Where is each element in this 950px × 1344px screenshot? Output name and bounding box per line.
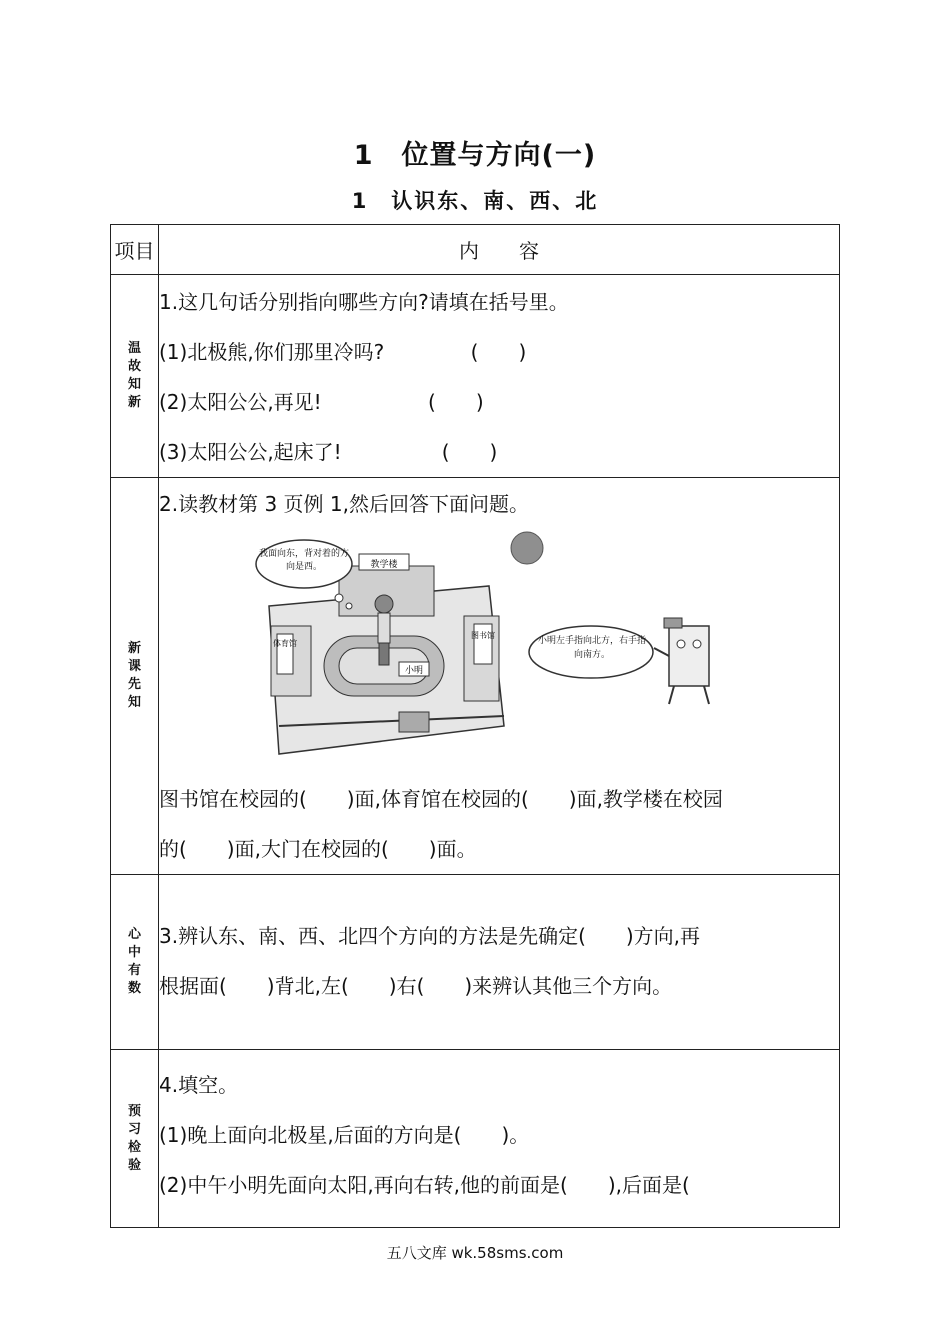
page-subtitle: 1 认识东、南、西、北 bbox=[351, 189, 599, 213]
footer-watermark: 五八文库 wk.58sms.com bbox=[386, 1244, 564, 1262]
sun-icon bbox=[511, 532, 543, 564]
question-3-line-1: 3.辨认东、南、西、北四个方向的方法是先确定( )方向,再 bbox=[159, 924, 701, 948]
section-label-cell bbox=[111, 1050, 159, 1228]
section-mind-content bbox=[159, 875, 840, 1050]
question-1-item-2: (2)太阳公公,再见! ( ) bbox=[159, 390, 484, 414]
section-check-content bbox=[159, 1050, 840, 1228]
question-2-line-1: 图书馆在校园的( )面,体育馆在校园的( )面,教学楼在校园 bbox=[159, 787, 723, 811]
question-3-line-2: 根据面( )背北,左( )右( )来辨认其他三个方向。 bbox=[159, 974, 673, 998]
question-2-prompt: 2.读教材第 3 页例 1,然后回答下面问题。 bbox=[159, 492, 529, 516]
page-title: 1 位置与方向(一) bbox=[353, 140, 597, 171]
section-label-cell bbox=[111, 875, 159, 1050]
header-content: 内 容 bbox=[459, 239, 539, 263]
question-1-item-1: (1)北极熊,你们那里冷吗? ( ) bbox=[159, 340, 527, 364]
question-4-item-2: (2)中午小明先面向太阳,再向右转,他的前面是( ),后面是( bbox=[159, 1173, 690, 1197]
building-top-label: 教学楼 bbox=[370, 560, 398, 570]
section-label-review: 温故知新 bbox=[127, 341, 141, 410]
section-label-preview: 新课先知 bbox=[127, 641, 141, 710]
campus-illustration bbox=[159, 526, 819, 766]
question-1-prompt: 1.这几句话分别指向哪些方向?请填在括号里。 bbox=[159, 290, 569, 314]
question-2-line-2: 的( )面,大门在校园的( )面。 bbox=[159, 837, 477, 861]
question-4-item-1: (1)晚上面向北极星,后面的方向是( )。 bbox=[159, 1123, 530, 1147]
building-right-label: 图书馆 bbox=[471, 631, 495, 640]
building-left-label: 体育馆 bbox=[273, 639, 297, 648]
question-4-prompt: 4.填空。 bbox=[159, 1073, 239, 1097]
section-label-mind: 心中有数 bbox=[127, 927, 141, 996]
section-preview-content bbox=[159, 478, 840, 875]
book-mascot-icon bbox=[654, 618, 709, 704]
person-label: 小明 bbox=[404, 666, 424, 676]
bubble-left-text: 我面向东，背对着的方向是西。 bbox=[259, 549, 349, 572]
section-review-content bbox=[159, 275, 840, 478]
campus-map-image bbox=[159, 526, 819, 766]
question-1-item-3: (3)太阳公公,起床了! ( ) bbox=[159, 440, 498, 464]
bubble-right-text: 小明左手指向北方，右手指向南方。 bbox=[537, 636, 646, 660]
header-content-cell bbox=[159, 225, 840, 275]
header-item-cell bbox=[111, 225, 159, 275]
section-label-cell bbox=[111, 275, 159, 478]
header-item: 项目 bbox=[114, 239, 155, 263]
worksheet-table bbox=[110, 224, 840, 1228]
section-label-check: 预习检验 bbox=[127, 1103, 141, 1173]
section-label-cell bbox=[111, 478, 159, 875]
